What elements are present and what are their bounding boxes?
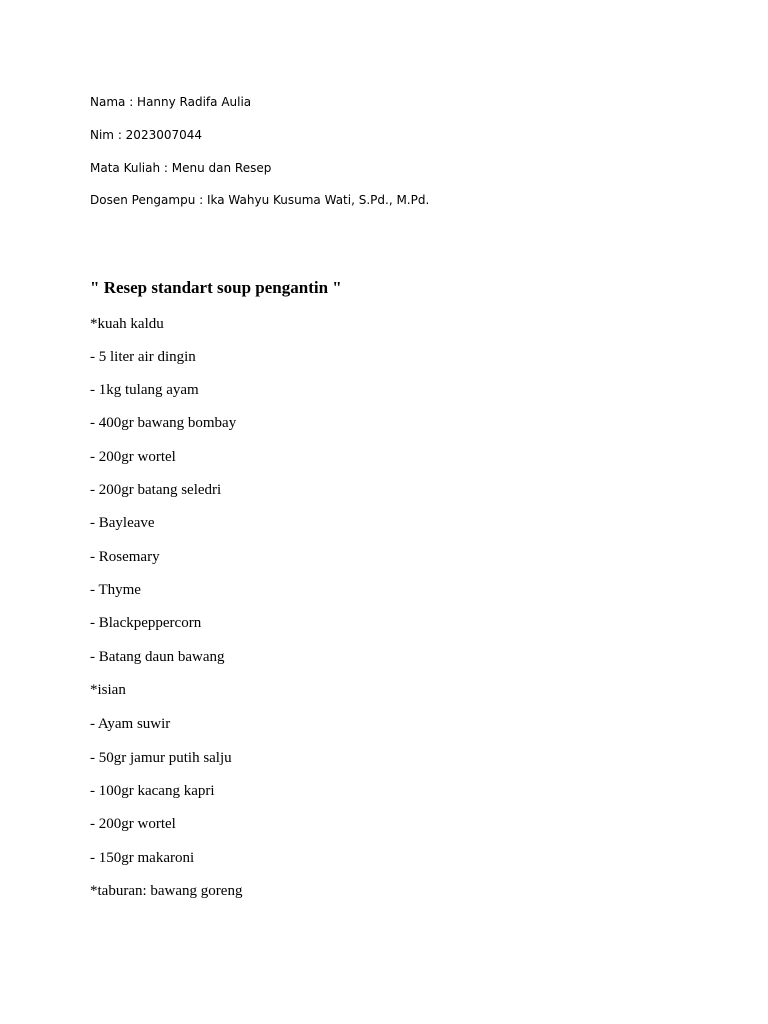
ingredient-line: - Blackpeppercorn — [90, 615, 202, 631]
ingredient-line: - Bayleave — [90, 515, 155, 531]
section-taburan: *taburan: bawang goreng — [90, 883, 243, 899]
student-name: Nama : Hanny Radifa Aulia — [90, 95, 252, 109]
section-kuah-kaldu: *kuah kaldu — [90, 316, 164, 332]
ingredient-line: - Ayam suwir — [90, 716, 171, 732]
ingredient-line: - 400gr bawang bombay — [90, 415, 237, 431]
lecturer-name: Dosen Pengampu : Ika Wahyu Kusuma Wati, S.Pd., M.Pd. — [90, 193, 430, 207]
course-name: Mata Kuliah : Menu dan Resep — [90, 161, 272, 175]
ingredient-line: - 50gr jamur putih salju — [90, 750, 232, 766]
ingredient-line: - 150gr makaroni — [90, 850, 195, 866]
ingredient-line: - 1kg tulang ayam — [90, 382, 199, 398]
ingredient-line: - Thyme — [90, 582, 141, 598]
ingredient-line: - 200gr batang seledri — [90, 482, 222, 498]
ingredient-line: - 100gr kacang kapri — [90, 783, 215, 799]
ingredient-line: - 5 liter air dingin — [90, 349, 196, 365]
student-id: Nim : 2023007044 — [90, 128, 203, 142]
ingredient-line: - 200gr wortel — [90, 449, 176, 465]
ingredient-line: - Batang daun bawang — [90, 649, 225, 665]
recipe-title: " Resep standart soup pengantin " — [90, 278, 342, 297]
ingredient-line: - 200gr wortel — [90, 816, 176, 832]
section-isian: *isian — [90, 682, 126, 698]
ingredient-line: - Rosemary — [90, 549, 160, 565]
